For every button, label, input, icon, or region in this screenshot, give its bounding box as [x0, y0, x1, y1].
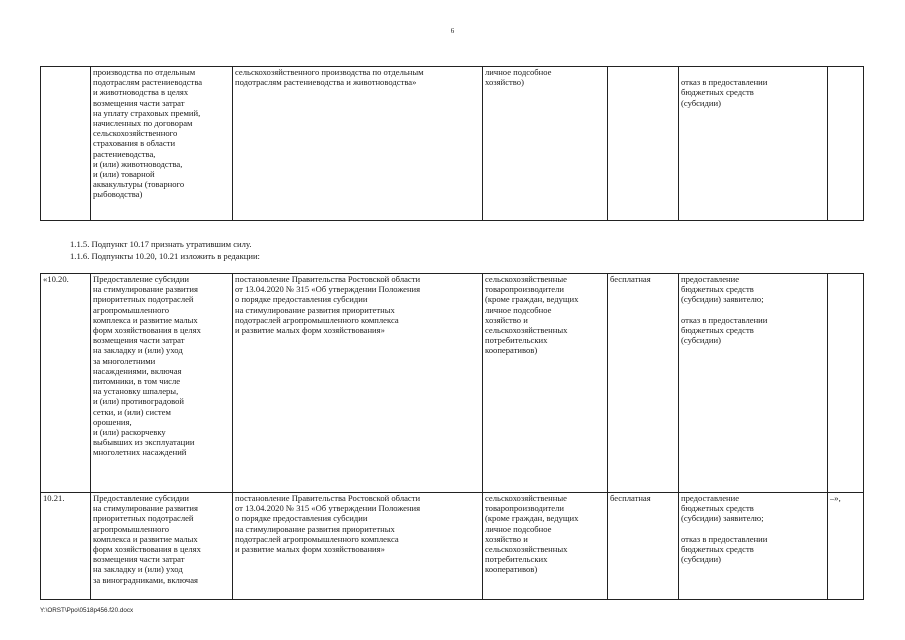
cell-legal-act: постановление Правительства Ростовской области от 13.04.2020 № 315 «Об утверждении Положения о порядке предоставления субсидии на стимулирование развития приоритетных подотраслей агропромышленного комплекса и развитие малых форм хозяйствования» — [233, 274, 483, 493]
table-row — [41, 67, 864, 221]
cell-result: отказ в предоставлении бюджетных средств (субсидии) — [679, 67, 828, 221]
cell-number: 10.21. — [41, 493, 91, 600]
page-number: 6 — [450, 27, 455, 35]
cell-end — [828, 67, 864, 221]
cell-service: производства по отдельным подотраслям растениеводства и животноводства в целях возмещения части затрат на уплату страховых премий, начисленных по договорам сельскохозяйственного страхования в области растениеводства, и (или) животноводства, и (или) товарной аквакультуры (товарного рыбоводства) — [91, 67, 233, 221]
file-path-footer: Y:\ORST\Ppo\0518p456.f20.docx — [40, 607, 134, 614]
cell-result: предоставление бюджетных средств (субсидии) заявителю; отказ в предоставлении бюджетных средств (субсидии) — [679, 493, 828, 600]
instruction-line: 1.1.6. Подпункты 10.20, 10.21 изложить в редакции: — [70, 251, 260, 261]
cell-fee: бесплатная — [608, 274, 679, 493]
cell-legal-act: сельскохозяйственного производства по отдельным подотраслям растениеводства и животноводства» — [233, 67, 483, 221]
cell-number — [41, 67, 91, 221]
cell-number: «10.20. — [41, 274, 91, 493]
cell-applicants: сельскохозяйственные товаропроизводители (кроме граждан, ведущих личное подсобное хозяйство и сельскохозяйственных потребительских кооперативов) — [483, 274, 608, 493]
cell-fee — [608, 67, 679, 221]
table-row — [41, 274, 864, 493]
table-row — [41, 493, 864, 600]
amended-table — [40, 273, 864, 600]
continued-table — [40, 66, 864, 221]
cell-result: предоставление бюджетных средств (субсидии) заявителю; отказ в предоставлении бюджетных средств (субсидии) — [679, 274, 828, 493]
instruction-line: 1.1.5. Подпункт 10.17 признать утратившим силу. — [70, 239, 252, 249]
cell-end: –», — [828, 493, 864, 600]
cell-fee: бесплатная — [608, 493, 679, 600]
cell-legal-act: постановление Правительства Ростовской области от 13.04.2020 № 315 «Об утверждении Положения о порядке предоставления субсидии на стимулирование развития приоритетных подотраслей агропромышленного комплекса и развитие малых форм хозяйствования» — [233, 493, 483, 600]
cell-service: Предоставление субсидии на стимулирование развития приоритетных подотраслей агропромышленного комплекса и развитие малых форм хозяйствования в целях возмещения части затрат на закладку и (или) уход за виноградниками, включая — [91, 493, 233, 600]
cell-end — [828, 274, 864, 493]
cell-applicants: сельскохозяйственные товаропроизводители (кроме граждан, ведущих личное подсобное хозяйство и сельскохозяйственных потребительских кооперативов) — [483, 493, 608, 600]
cell-service: Предоставление субсидии на стимулирование развития приоритетных подотраслей агропромышленного комплекса и развитие малых форм хозяйствования в целях возмещения части затрат на закладку и (или) уход за многолетними насаждениями, включая питомники, в том числе на установку шпалеры, и (или) противоградовой сетки, и (или) систем орошения, и (или) раскорчевку выбывших из эксплуатации многолетних насаждений — [91, 274, 233, 493]
cell-applicants: личное подсобное хозяйство) — [483, 67, 608, 221]
